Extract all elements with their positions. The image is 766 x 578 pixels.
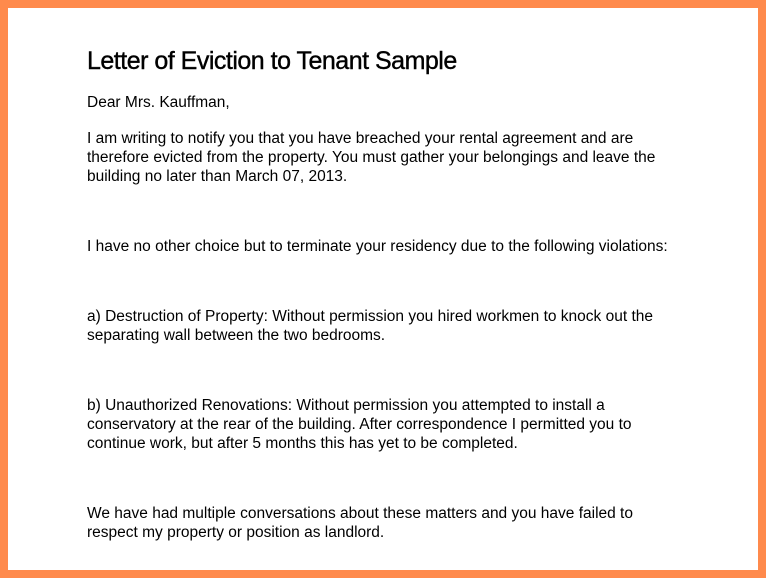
- paragraph-violation-b: b) Unauthorized Renovations: Without permission you attempted to install a conservatory at the rear of the building. After correspondence I permitted you to continue work, but after 5 months this has yet to be completed.: [87, 397, 632, 452]
- page-title: Letter of Eviction to Tenant Sample: [87, 47, 457, 75]
- page-border-frame: [8, 8, 758, 570]
- paragraph-violation-a: a) Destruction of Property: Without permission you hired workmen to knock out the separating wall between the two bedrooms.: [87, 308, 653, 344]
- salutation: Dear Mrs. Kauffman,: [87, 94, 230, 111]
- paragraph-conversations: We have had multiple conversations about these matters and you have failed to respect my property or position as landlord.: [87, 505, 633, 541]
- paragraph-termination-reason: I have no other choice but to terminate your residency due to the following violations:: [87, 238, 668, 255]
- letter-document: [87, 46, 687, 542]
- paragraph-eviction-notice: I am writing to notify you that you have breached your rental agreement and are therefore evicted from the property. You must gather your belongings and leave the building no later than March 07, 2013.: [87, 130, 656, 185]
